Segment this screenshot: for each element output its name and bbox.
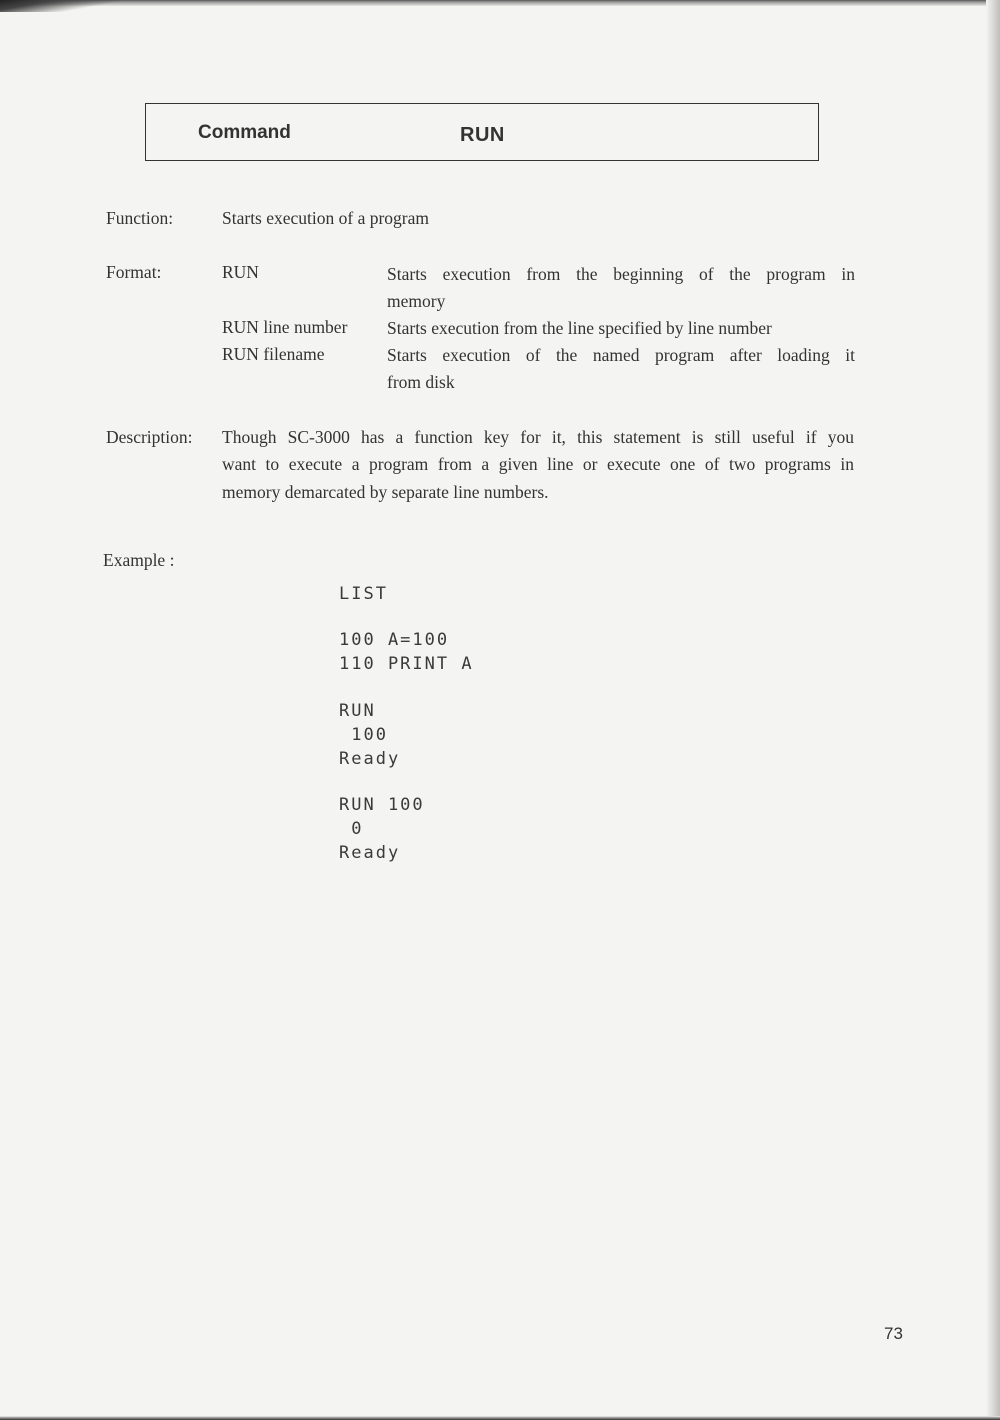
code-line: LIST <box>339 584 388 604</box>
page-bottom-edge <box>0 1416 1000 1420</box>
format-syntax: RUN <box>222 262 259 282</box>
command-header-box <box>145 103 819 161</box>
function-label: Function: <box>106 208 174 228</box>
format-syntax: RUN line number <box>222 317 348 337</box>
description-line: Though SC-3000 has a function key for it, this statement is still useful if you <box>222 427 854 447</box>
description-label: Description: <box>106 427 193 447</box>
format-description: Starts execution from the line specified by line number <box>387 318 772 338</box>
code-line: 100 <box>339 725 388 745</box>
format-description: Starts execution from the beginning of the program in <box>387 264 855 284</box>
format-syntax: RUN filename <box>222 344 325 364</box>
code-line: RUN <box>339 701 376 721</box>
code-line: Ready <box>339 749 401 769</box>
code-line: Ready <box>339 843 401 863</box>
example-label: Example : <box>103 550 175 570</box>
page-number: 73 <box>884 1324 903 1343</box>
command-label: Command <box>198 122 291 143</box>
format-description: from disk <box>387 372 455 392</box>
format-description: memory <box>387 291 446 311</box>
code-line: RUN 100 <box>339 795 425 815</box>
function-text: Starts execution of a program <box>222 208 430 228</box>
description-line: want to execute a program from a given line or execute one of two programs in <box>222 454 854 474</box>
code-line: 0 <box>339 819 364 839</box>
code-line: 100 A=100 <box>339 630 450 650</box>
code-line: 110 PRINT A <box>339 654 474 674</box>
page-top-edge <box>0 0 1000 6</box>
page-corner-shadow <box>0 0 120 12</box>
page-right-edge <box>986 0 1000 1420</box>
format-description: Starts execution of the named program after loading it <box>387 345 855 365</box>
format-label: Format: <box>106 262 162 282</box>
description-line: memory demarcated by separate line numbers. <box>222 482 549 502</box>
command-name: RUN <box>460 124 505 146</box>
